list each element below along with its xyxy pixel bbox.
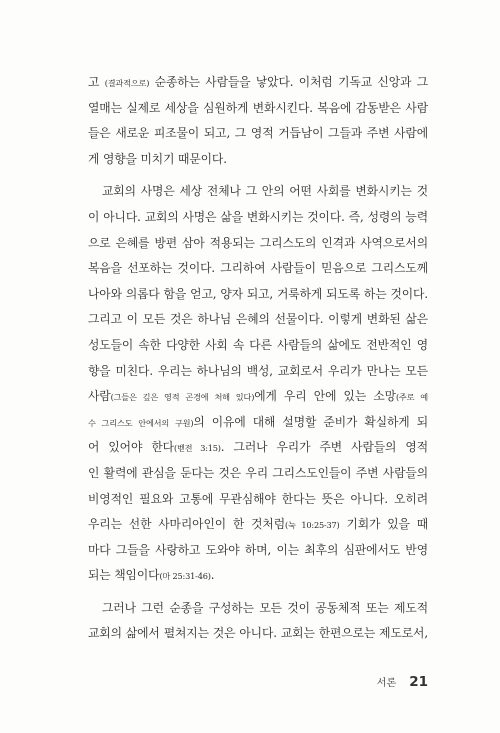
body-segment: 그러나 그런 순종을 구성하는 모든 것이 공동체적 또는 제도적	[102, 600, 428, 615]
body-segment: 마다 그들을 사랑하고 도와야 하며, 이는 최후의 심판에서도 반영	[88, 542, 428, 557]
body-segment: 으로 은혜를 방편 삼아 적용되는 그리스도의 인격과 사역으로서의	[88, 235, 428, 250]
body-segment: 이 아니다. 교회의 사명은 삶을 변화시키는 것이다. 즉, 성령의 능력	[88, 209, 428, 224]
body-segment: 향을 미친다. 우리는 하나님의 백성, 교회로서 우리가 만나는 모든	[88, 363, 428, 378]
paragraph	[88, 179, 428, 589]
paragraph	[88, 596, 428, 647]
citation-text: (결과적으로)	[104, 78, 150, 88]
page-footer	[377, 671, 428, 690]
body-segment: 되는 책임이다	[88, 568, 160, 583]
text-line	[88, 359, 428, 385]
body-segment: 들은 새로운 피조물이 되고, 그 영적 거듭남이 그들과 주변 사람에	[88, 126, 428, 141]
body-segment: 비영적인 필요와 고통에 무관심해야 한다는 뜻은 아니다. 오히려	[88, 491, 428, 506]
text-line	[88, 384, 428, 410]
citation-text: 수 그리스도 안에서의 구원)	[88, 417, 194, 428]
body-segment: 에게 우리 안에 있는 소망	[254, 389, 396, 404]
text-line	[88, 121, 428, 147]
paragraph	[88, 70, 428, 172]
body-segment: 사람	[88, 389, 111, 404]
text-line	[88, 461, 428, 487]
body-segment: 게 영향을 미치기 때문이다.	[88, 151, 227, 166]
paragraph-gap	[88, 589, 428, 596]
body-segment: .	[210, 568, 215, 583]
text-line	[88, 621, 428, 647]
text-line	[88, 435, 428, 461]
text-line	[88, 205, 428, 231]
text-line	[88, 96, 428, 122]
body-segment: 인 활력에 관심을 둔다는 것은 우리 그리스도인들이 주변 사람들의	[88, 465, 428, 480]
body-segment: . 그러나 우리가 주변 사람들의 영적	[220, 440, 429, 455]
text-line	[88, 282, 428, 308]
body-segment: 의 이유에 대해 설명할 준비가 확실하게 되	[193, 414, 428, 429]
citation-text: (주로 예	[395, 392, 428, 403]
text-line	[88, 179, 428, 205]
citation-text: (눅 10:25-37)	[285, 520, 340, 531]
text-line	[88, 596, 428, 622]
text-line	[88, 307, 428, 333]
text-line	[88, 231, 428, 257]
running-footer-section: 서론	[376, 678, 397, 689]
text-line	[88, 563, 428, 589]
text-line	[88, 538, 428, 564]
paragraph-gap	[88, 172, 428, 179]
citation-text: (마 25:31-46)	[159, 571, 211, 582]
body-segment: 고	[88, 75, 105, 89]
body-segment: 교회의 사명은 세상 전체나 그 안의 어떤 사회를 변화시키는 것	[102, 184, 428, 199]
text-line	[88, 70, 428, 96]
body-segment: 그리고 이 모든 것은 하나님 은혜의 선물이다. 이렇게 변화된 삶은	[88, 312, 428, 327]
body-segment: 열매는 실제로 세상을 심원하게 변화시킨다. 복음에 감동받은 사람	[88, 100, 428, 115]
body-segment: 성도들이 속한 다양한 사회 속 다른 사람들의 삶에도 전반적인 영	[88, 337, 428, 352]
text-line	[88, 333, 428, 359]
text-line	[88, 512, 428, 538]
text-line	[88, 410, 428, 436]
body-segment: 순종하는 사람들을 낳았다. 이처럼 기독교 신앙과 그	[149, 75, 428, 89]
citation-text: (벧전 3:15)	[173, 443, 221, 454]
body-text	[88, 70, 428, 647]
body-segment: 교회의 삶에서 펼쳐지는 것은 아니다. 교회는 한편으로는 제도로서,	[88, 626, 428, 641]
page-number: 21	[409, 674, 428, 690]
text-line	[88, 147, 428, 173]
citation-text: (그들은 깊은 영적 곤경에 처해 있다)	[110, 392, 255, 403]
text-line	[88, 256, 428, 282]
text-line	[88, 487, 428, 513]
body-segment: 기회가 있을 때	[339, 517, 428, 532]
body-segment: 복음을 선포하는 것이다. 그리하여 사람들이 믿음으로 그리스도께	[88, 261, 428, 276]
body-segment: 나아와 의롭다 함을 얻고, 양자 되고, 거룩하게 되도록 하는 것이다.	[88, 286, 428, 301]
body-segment: 어 있어야 한다	[88, 440, 174, 455]
body-segment: 우리는 선한 사마리아인이 한 것처럼	[88, 517, 286, 532]
